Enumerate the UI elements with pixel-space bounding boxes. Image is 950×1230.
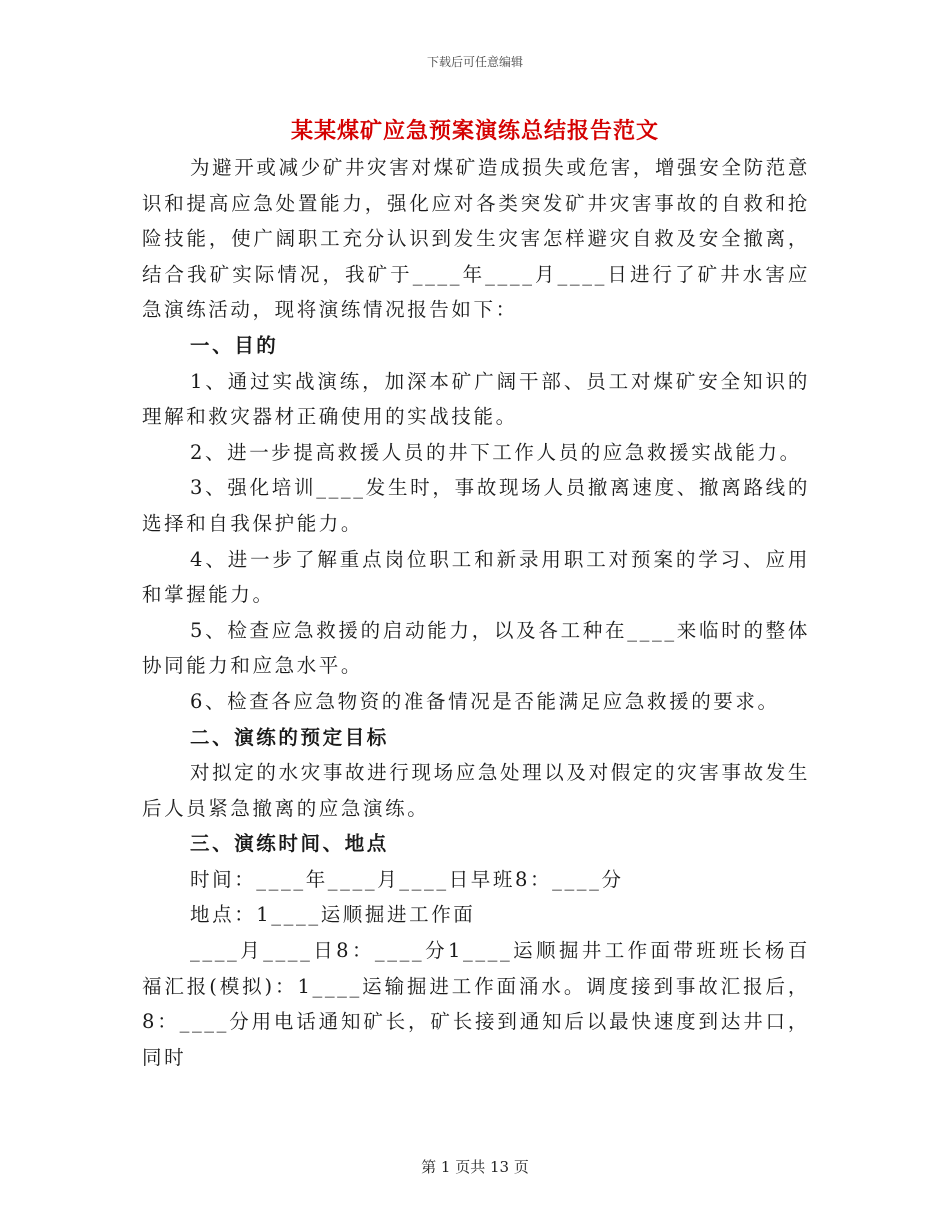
list-item: 5、检查应急救援的启动能力，以及各工种在____来临时的整体协同能力和应急水平。: [142, 618, 810, 678]
list-item: 4、进一步了解重点岗位职工和新录用职工对预案的学习、应用和掌握能力。: [142, 547, 810, 607]
list-item: 6、检查各应急物资的准备情况是否能满足应急救援的要求。: [190, 689, 780, 713]
paragraph-goals: 对拟定的水灾事故进行现场应急处理以及对假定的灾害事故发生后人员紧急撤离的应急演练。: [142, 761, 810, 820]
paragraph-place: 地点：1____运顺掘进工作面: [190, 903, 476, 927]
list-item: 1、通过实战演练，加深本矿广阔干部、员工对煤矿安全知识的理解和救灾器材正确使用的实战技能。: [142, 369, 810, 429]
section-heading-time-place: 三、演练时间、地点: [190, 832, 389, 856]
paragraph-report: ____月____日8：____分1____运顺掘井工作面带班班长杨百福汇报(模拟)：1____运输掘进工作面涌水。调度接到事故汇报后，8：____分用电话通知矿长，矿长接到通知后以最快速度到达井口，同时: [142, 939, 810, 1069]
document-body: [142, 150, 810, 1075]
section-heading-purpose: 一、目的: [190, 333, 279, 357]
list-item: 2、进一步提高救援人员的井下工作人员的应急救援实战能力。: [190, 440, 802, 464]
page-number: 第 1 页共 13 页: [421, 1158, 529, 1176]
list-item: 3、强化培训____发生时，事故现场人员撤离速度、撤离路线的选择和自我保护能力。: [142, 476, 810, 535]
paragraph-intro: 为避开或减少矿井灾害对煤矿造成损失或危害，增强安全防范意识和提高应急处置能力，强化应对各类突发矿井灾害事故的自救和抢险技能，使广阔职工充分认识到发生灾害怎样避灾自救及安全撤离，结合我矿实际情况，我矿于____年____月____日进行了矿井水害应急演练活动，现将演练情况报告如下：: [142, 156, 810, 322]
paragraph-time: 时间：____年____月____日早班8：____分: [190, 867, 624, 891]
header-note: 下载后可任意编辑: [426, 55, 523, 69]
section-heading-goals: 二、演练的预定目标: [190, 725, 389, 749]
document-title: 某某煤矿应急预案演练总结报告范文: [290, 118, 659, 144]
